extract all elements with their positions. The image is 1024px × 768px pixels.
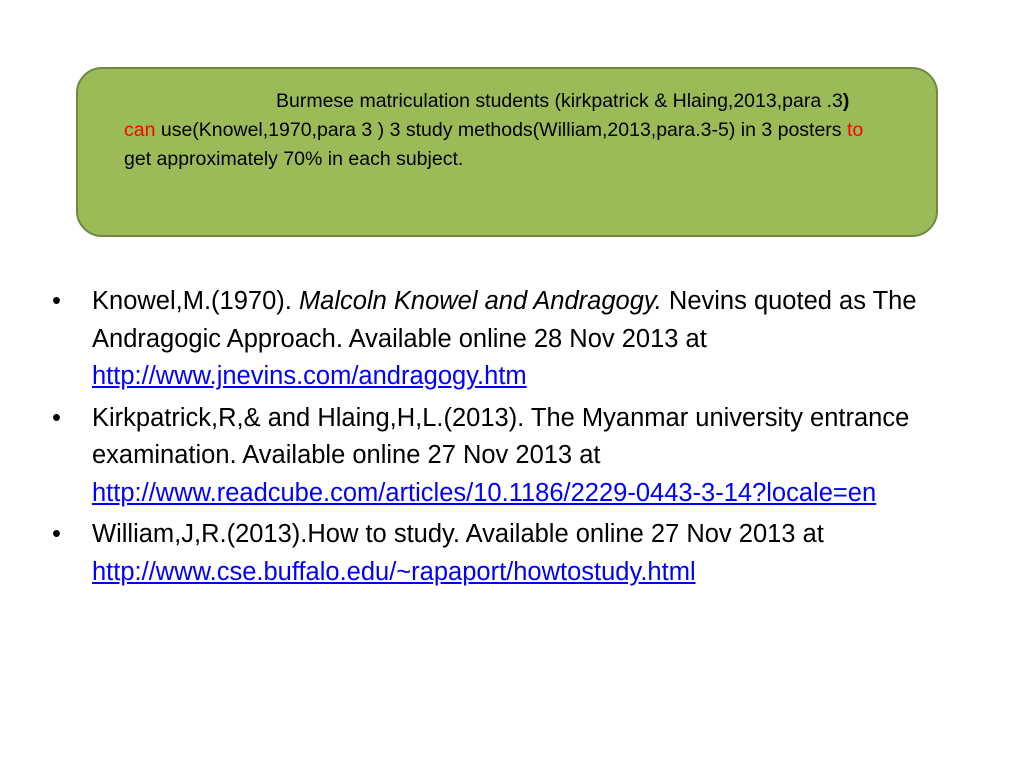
reference-knowel-text: Nevins quoted as The Andragogic Approach. Available online 28 Nov 2013 at: [92, 287, 917, 353]
callout-text-part-1: Burmese matriculation students (kirkpatrick & Hlaing,2013,para .3: [276, 90, 843, 112]
callout-word-to: to: [846, 119, 864, 141]
summary-callout-box: [76, 67, 938, 237]
reference-knowel-title: Malcoln Knowel and Andragogy.: [298, 287, 662, 315]
callout-text-part-2: use(Knowel,1970,para 3 ) 3 study methods(William,2013,para.3-5) in 3 posters: [155, 119, 847, 141]
bullet-icon: •: [52, 287, 61, 315]
reference-william-link[interactable]: http://www.cse.buffalo.edu/~rapaport/howtostudy.html: [92, 557, 696, 586]
reference-kirkpatrick-text: Kirkpatrick,R,& and Hlaing,H,L.(2013). The Myanmar university entrance examination. Available online 27 Nov 2013 at: [92, 403, 910, 469]
bullet-icon: •: [52, 403, 61, 432]
callout-word-can: can: [124, 119, 156, 141]
reference-knowel-link[interactable]: http://www.jnevins.com/andragogy.htm: [92, 362, 527, 390]
reference-item-kirkpatrick: [52, 400, 972, 513]
reference-item-william: [52, 516, 972, 591]
reference-william-text: William,J,R.(2013).How to study. Available online 27 Nov 2013 at: [92, 520, 824, 548]
reference-list: [52, 283, 972, 595]
reference-item-knowel: [52, 283, 972, 396]
reference-kirkpatrick-link[interactable]: http://www.readcube.com/articles/10.1186/2229-0443-3-14?locale=en: [92, 478, 877, 507]
callout-text-part-3: get approximately 70% in each subject.: [124, 148, 464, 170]
reference-knowel-prefix: Knowel,M.(1970).: [92, 287, 299, 315]
callout-closing-paren: ): [842, 90, 850, 112]
bullet-icon: •: [52, 520, 61, 548]
